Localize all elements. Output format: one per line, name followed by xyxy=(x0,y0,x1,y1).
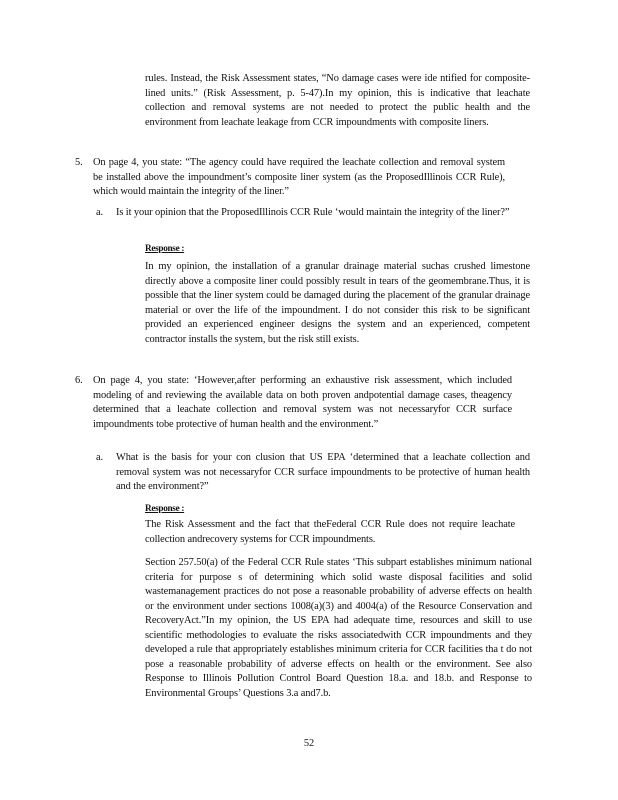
question-6-number: 6. xyxy=(75,375,83,386)
question-6a-text: What is the basis for your con clusion that US EPA ‘determined that a leachate collection and removal system was not necessaryfor CCR surface impoundments to be protective of human health and the environment?” xyxy=(116,452,530,492)
question-6-text: On page 4, you state: ‘However,after performing an exhaustive risk assessment, which included modeling of and reviewing the available data on both proven andpotential damage cases, theagency determined that a leachate collection and removal system was not necessaryfor CCR surface impoundments tobe protective of human health and the environment.” xyxy=(93,375,512,430)
question-5-number: 5. xyxy=(75,157,83,168)
question-6a-response-label: Response : xyxy=(145,503,185,513)
question-5a-response-text: In my opinion, the installation of a granular drainage material suchas crushed limestone directly above a composite liner could possibly result in tears of the geomembrane.Thus, it is possible that the liner system could be damaged during the placement of the granular drainage material or over the life of the impoundment. I do not consider this risk to be significant provided an experienced engineer designs the system and an experienced, competent contractor installs the system, but the risk still exists. xyxy=(145,261,530,345)
question-6a-letter: a. xyxy=(96,452,104,463)
question-5-text: On page 4, you state: “The agency could have required the leachate collection and removal system be installed above the impoundment’s composite liner system (as the ProposedIllinois CCR Rule), which would maintain the integrity of the liner.” xyxy=(93,157,505,197)
question-6a-response-paragraph-2: Section 257.50(a) of the Federal CCR Rule states ‘This subpart establishes minimum national criteria for purpose s of determining which solid waste disposal facilities and solid wastemanagement practices do not pose a reasonable probability of adverse effects on health or the environment under sections 1008(a)(3) and 4004(a) of the Resource Conservation and RecoveryAct.”In my opinion, the US EPA had adequate time, resources and skill to use scientific methodologies to evaluate the risks associatedwith CCR impoundments and they developed a rule that appropriately establishes minimum criteria for CCR facilities tha t do not pose a reasonable probability of adverse effects on health or the environment. See also Response to Illinois Pollution Control Board Question 18.a. and 18.b. and Response to Environmental Groups’ Questions 3.a and7.b. xyxy=(145,557,532,699)
question-5a-letter: a. xyxy=(96,207,104,218)
question-5a-response-label: Response : xyxy=(145,243,185,253)
question-6a-response-paragraph-1: The Risk Assessment and the fact that theFederal CCR Rule does not require leachate collection andrecovery systems for CCR impoundments. xyxy=(145,519,515,545)
page-number: 52 xyxy=(303,738,315,749)
question-5a-text: Is it your opinion that the ProposedIllinois CCR Rule ‘would maintain the integrity of the liner?” xyxy=(116,207,510,218)
top-paragraph: rules. Instead, the Risk Assessment states, “No damage cases were ide ntified for composite-lined units.” (Risk Assessment, p. 5-47).In my opinion, this is indicative that leachate collection and removal systems are not needed to protect the public health and the environment from leachate leakage from CCR impoundments with composite liners. xyxy=(145,73,530,128)
